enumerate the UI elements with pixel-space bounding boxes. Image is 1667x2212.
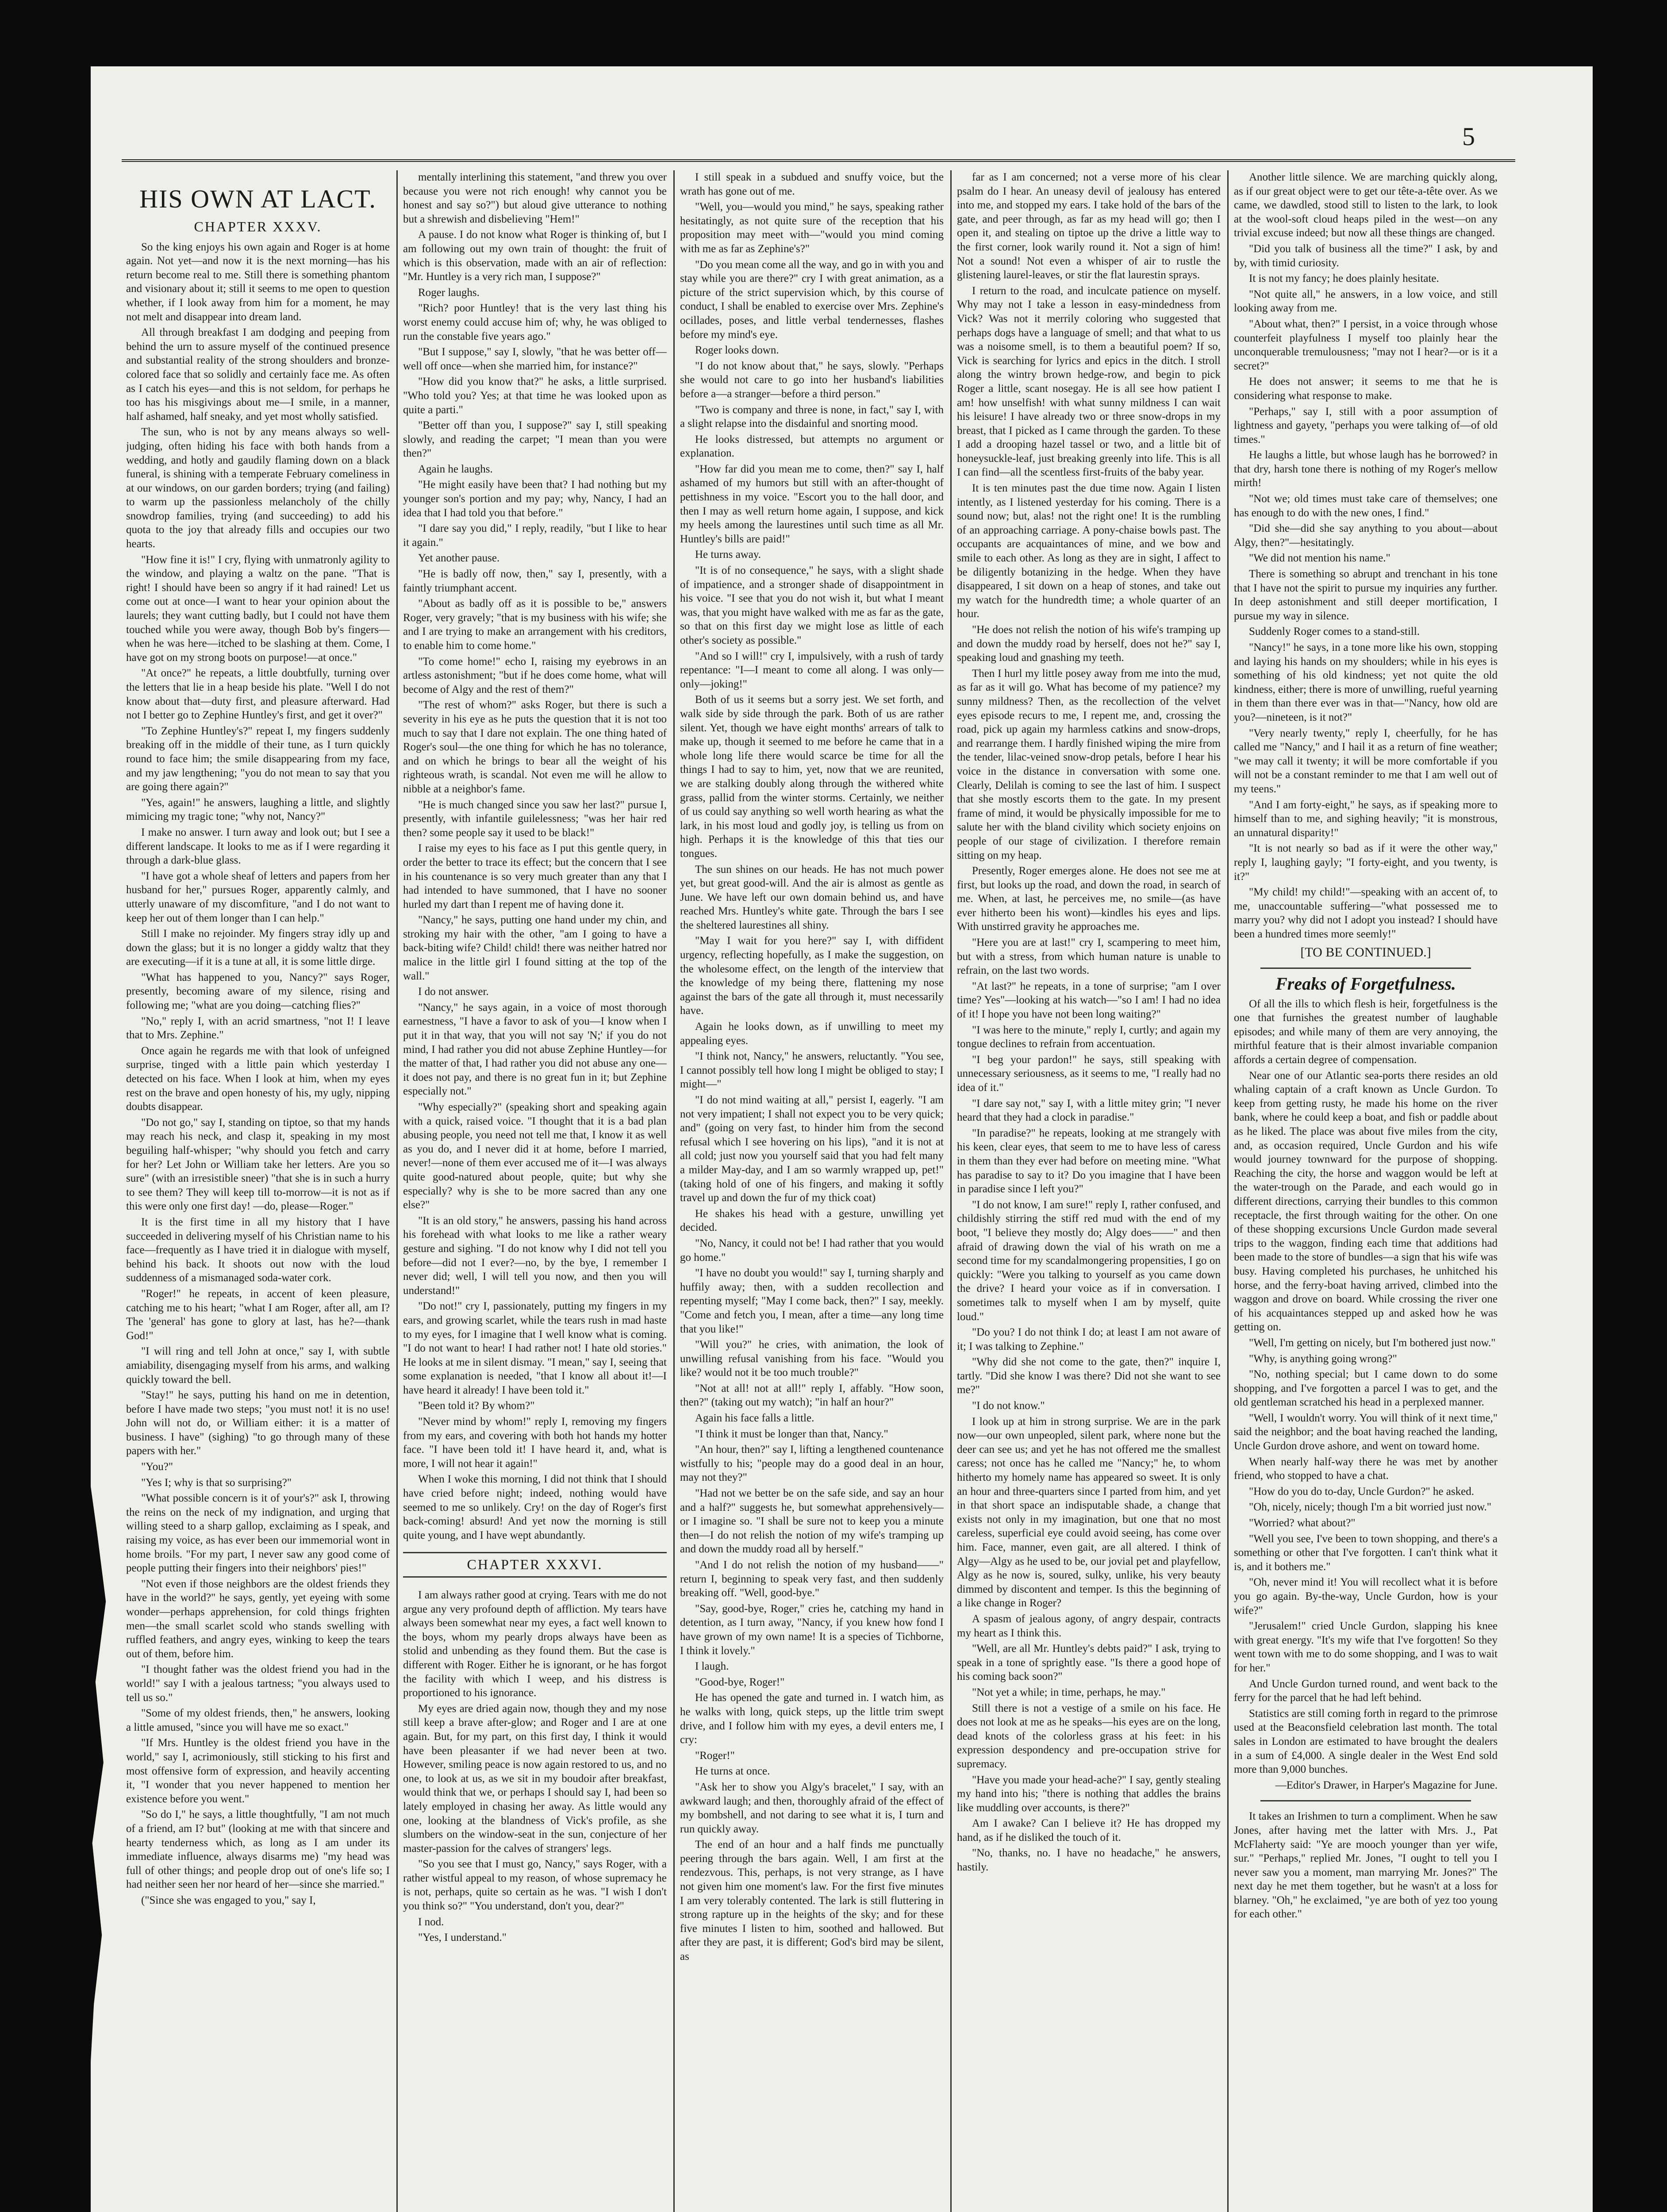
paragraph: far as I am concerned; not a verse more of his clear psalm do I hear. An uneasy devil of jealousy has entered into me, and stopped my ears. I take hold of the bars of the gate, and peer through, as far as my head will go; then I open it, and stealing on tiptoe up the drive a little way to the first corner, look warily round it. Not a sign of him! Not a sound! Not even a whisper of air to rustle the glistening laurel-leaves, or stir the flat laurestin sprays. (957, 171, 1221, 281)
paragraph: "Some of my oldest friends, then," he answers, looking a little amused, "since you will have me so exact." (126, 1707, 390, 1733)
paragraph: Again his face falls a little. (695, 1412, 814, 1425)
paragraph: I return to the road, and inculcate patience on myself. Why may not I take a lesson in easy-mindedness from Vick? Was not it merrily coloring who suggested that perhaps dogs have a language of smell; and that what to us was a noisome smell, is to them a beautiful poem? If so, Vick is searching for lyrics and epics in the ditch. I stroll along the wintry brown hedge-row, and begin to pick Roger a little, scant nosegay. He is all see how patient I am! how unselfish! with what sunny mildness I can wait his leisure! I have already two or three snow-drops in my breast, that I picked as I came through the garden. To these I add a drooping hazel tassel or two, and a little bit of honeysuckle-leaf, just breaking greenly into life. This is all I can find—all the scentless first-fruits of the baby year. (957, 284, 1221, 479)
paragraph: I still speak in a subdued and snuffy voice, but the wrath has gone out of me. (680, 171, 944, 197)
paragraph: "It is an old story," he answers, passing his hand across his forehead with what looks to me like a rather weary gesture and sighing. "I do not know why I did not tell you before—did not I ever?—no, by the bye, I remember I never did; well, I will tell you now, and then you will understand!" (403, 1214, 667, 1297)
column-2-body (403, 1588, 667, 1945)
paragraph: Again he laughs. (418, 463, 493, 475)
paragraph: "To Zephine Huntley's?" repeat I, my fingers suddenly breaking off in the middle of their tune, as I turn quickly round to face him; the smile disappearing from my face, and my jaw lengthening; "you do not mean to say that you are going there again?" (126, 725, 390, 793)
paragraph: "I have got a whole sheaf of letters and papers from her husband for her," pursues Roger, apparently calmly, and utterly unaware of my discomfiture, "and I do not want to keep her out of them longer than I can help." (126, 870, 390, 924)
paragraph: I raise my eyes to his face as I put this gentle query, in order the better to trace its effect; but the concern that I see in his countenance is so very much greater than any that I had intended to have summoned, that I have no sooner hurled my dart than I repent me of having done it. (403, 842, 667, 910)
page-number: 5 (1462, 122, 1475, 151)
paragraph: A spasm of jealous agony, of angry despair, contracts my heart as I think this. (957, 1613, 1221, 1639)
paragraph: And Uncle Gurdon turned round, and went back to the ferry for the parcel that he had left behind. (1234, 1678, 1498, 1704)
paragraph: "Very nearly twenty," reply I, cheerfully, for he has called me "Nancy," and I hail it as a return of fine weather; "we may call it twenty; it will be more comfortable if you will not be a constant reminder to me that I am well out of my teens." (1234, 727, 1498, 795)
paragraph: "Never mind by whom!" reply I, removing my fingers from my ears, and covering with both hot hands my hotter face. "I have been told it! I have heard it, and, what is more, I will not hear it again!" (403, 1416, 667, 1470)
paragraph: He looks distressed, but attempts no argument or explanation. (680, 433, 944, 460)
column-rule (673, 170, 675, 2212)
paragraph: When nearly half-way there he was met by another friend, who stopped to have a chat. (1234, 1455, 1498, 1482)
paragraph: "Well, you—would you mind," he says, speaking rather hesitatingly, as not quite sure of the reception that his proposition may meet with—"would you mind coming with me as far as Zephine's?" (680, 201, 944, 255)
paragraph: I nod. (418, 1916, 444, 1928)
paragraph: It takes an Irishmen to turn a compliment. When he saw Jones, after having met the latter with Mrs. J., Pat McFlaherty said: "Ye are mooch younger than yer wife, sur." "Perhaps," replied Mr. Jones, "I ought to tell you I never saw you a moment, man marrying Mr. Jones?" The next day he met them together, but he wasn't at a loss for blarney. "Oh," he exclaimed, "ye are both of yez too young for each other." (1234, 1810, 1498, 1920)
paragraph: "Nancy," he says again, in a voice of most thorough earnestness, "I have a favor to ask of you—I know when I put it in that way, that you will not say 'N;' if you do not mind, I had rather you did not abuse Zephine Huntley—for the matter of that, I had rather you did not abuse any one—it does not pay, and there is no great fun in it; but Zephine especially not." (403, 1001, 667, 1098)
paragraph: "I beg your pardon!" he says, still speaking with unnecessary seriousness, as it seems to me, "I really had no idea of it." (957, 1053, 1221, 1094)
paragraph: Suddenly Roger comes to a stand-still. (1249, 626, 1420, 638)
paragraph: Roger laughs. (418, 286, 480, 299)
paragraph: Both of us it seems but a sorry jest. We set forth, and walk side by side through the park. Both of us are rather silent. Yet, though we have eight months' arrears of talk to make up, though it seemed to me before he came that in a whole long life there would scarce be time for all the things I had to say to him, yet, now that we are reunited, we are stalking doubly along through the withered white grass, pallid from the winter storms. Certainly, we neither of us could say anything so well worth hearing as what the lark, in his most loud and godly joy, is telling us from on high. Perhaps it is the knowledge of this that ties our tongues. (680, 694, 944, 860)
paragraph: "How far did you mean me to come, then?" say I, half ashamed of my humors but still with an after-thought of pettishness in my voice. "Escort you to the hall door, and then I may as well return home again, I suppose, and kick my heels among the laurestines until such time as all Mr. Huntley's bills are paid!" (680, 463, 944, 545)
paragraph: So the king enjoys his own again and Roger is at home again. Not yet—and now it is the next morning—has his return become real to me. Still there is something phantom and visionary about it; still it seems to me open to question whether, if I look away from him for a moment, he may not melt and disappear into dream land. (126, 241, 390, 323)
column-rule (396, 170, 398, 2212)
paragraph: "No, thanks, no. I have no headache," he answers, hastily. (957, 1847, 1221, 1874)
paragraph: "Do not!" cry I, passionately, putting my fingers in my ears, and growing scarlet, while the tears rush in mad haste to my eyes, for I imagine that I well know what is coming. "I do not want to hear! I had rather not! I hate old stories." He looks at me in silent dismay. "I mean," say I, seeing that some explanation is needed, "that I know all about it!—I have heard it already! I have been told it." (403, 1300, 667, 1396)
paragraph: It is not my fancy; he does plainly hesitate. (1249, 273, 1439, 285)
column-1-body (126, 240, 390, 1908)
story-title: HIS OWN AT LACT. (139, 184, 376, 213)
section-rule (1260, 1800, 1471, 1801)
paragraph: "He is much changed since you saw her last?" pursue I, presently, with infantile guilelessness; "was her hair red then? some people say it used to be black!" (403, 799, 667, 839)
paragraph: The sun shines on our heads. He has not much power yet, but great good-will. And the air is almost as gentle as June. We have left our own domain behind us, and have reached Mrs. Huntley's white gate. Through the bars I see the sheltered laurestines all shiny. (680, 863, 944, 931)
paragraph: He has opened the gate and turned in. I watch him, as he walks with long, quick steps, up the little trim swept drive, and I follow him with my eyes, a devil enters me, I cry: (680, 1692, 944, 1746)
paragraph: I laugh. (695, 1660, 729, 1673)
paragraph: "An hour, then?" say I, lifting a lengthened countenance wistfully to his; "people may do a good deal in an hour, may not they?" (680, 1444, 944, 1484)
paragraph: "I have no doubt you would!" say I, turning sharply and huffily away; then, with a sudden recollection and repenting myself; "May I come back, then?" I say, meekly. "Come and fetch you, I mean, after a time—any long time that you like!" (680, 1267, 944, 1335)
paragraph: "May I wait for you here?" say I, with diffident urgency, reflecting hopefully, as I make the suggestion, on the wholesome effect, on the length of the interview that the knowledge of my being there, flattening my nose against the bars of the gate all through it, must necessarily have. (680, 935, 944, 1017)
paragraph: It is ten minutes past the due time now. Again I listen intently, as I listened yesterday for his coming. There is a sound now; but, alas! not the right one! It is the rumbling of an approaching carriage. A pony-chaise bowls past. The occupants are acquaintances of mine, and we bow and smile to each other. As long as they are in sight, I affect to be diligently botanizing in the hedge. When they have disappeared, I sit down on a heap of stones, and take out my watch for the hundredth time; a whole quarter of an hour. (957, 482, 1221, 620)
paragraph: "He is badly off now, then," say I, presently, with a faintly triumphant accent. (403, 568, 667, 594)
paragraph: "Why especially?" (speaking short and speaking again with a quick, raised voice. "I thought that it is a bad plan abusing people, you need not tell me that, I know it as well as you do, and I never did it at home, before I married, never!—none of them ever accused me of it—I was always quite good-natured about people, quite; but why she especially? why is she to be more sacred than any one else?" (403, 1101, 667, 1211)
paragraph: I make no answer. I turn away and look out; but I see a different landscape. It looks to me as if I were regarding it through a dark-blue glass. (126, 826, 390, 867)
paragraph: Still I make no rejoinder. My fingers stray idly up and down the glass; but it is no longer a giddy waltz that they are executing—if it is a tune at all, it is some little dirge. (126, 928, 390, 968)
paragraph: "Stay!" he says, putting his hand on me in detention, before I have made two steps; "you must not! it is no use! John will not do, or William either: it is a matter of business. I have" (sighing) "to go through many of these papers with her." (126, 1389, 390, 1457)
paragraph: "Ask her to show you Algy's bracelet," I say, with an awkward laugh; and then, thoroughly afraid of the effect of my bombshell, and not daring to see what it is, I turn and run quickly away. (680, 1781, 944, 1835)
paragraph: "Had not we better be on the safe side, and say an hour and a half?" suggests he, but somewhat apprehensively—or I imagine so. "I shall be sure not to keep you a minute then—I do not relish the notion of my wife's tramping up and down the muddy road all by herself." (680, 1487, 944, 1555)
paragraph: All through breakfast I am dodging and peeping from behind the urn to assure myself of the continued presence and substantial reality of the strong shoulders and bronze-colored face that so solidly and certainly face me. As often as I catch his eyes—and this is not seldom, for perhaps he too has his misgivings about me—I smile, in a manner, half ashamed, half sneaky, and yet most wholly satisfied. (126, 326, 390, 422)
paragraph: "I think not, Nancy," he answers, reluctantly. "You see, I cannot possibly tell how long I might be obliged to stay; I might—" (680, 1050, 944, 1091)
paragraph: "Not quite all," he answers, in a low voice, and still looking away from me. (1234, 288, 1498, 315)
column-2 (403, 170, 667, 2212)
chapter-heading: CHAPTER XXXV. (194, 219, 322, 234)
paragraph: "I thought father was the oldest friend you had in the world!" say I with a jealous tartness; "you always used to tell us so." (126, 1663, 390, 1704)
paragraph: "The rest of whom?" asks Roger, but there is such a severity in his eye as he puts the question that it is not too much to say that I dare not explain. The one thing hated of Roger's soul—the one thing for which he has no tolerance, and on which he brings to bear all the weight of his righteous wrath, is scandal. Not even me will he allow to nibble at a neighbor's fame. (403, 699, 667, 795)
paragraph: "Yes, I understand." (418, 1932, 507, 1944)
paragraph: A pause. I do not know what Roger is thinking of, but I am following out my own train of thought: the fruit of which is this observation, made with an air of reflection: "Mr. Huntley is a very rich man, I suppose?" (403, 229, 667, 283)
paragraph: It is the first time in all my history that I have succeeded in delivering myself of his Christian name to his face—frequently as I have tried it in dialogue with myself, behind his back. It shoots out now with the loud suddenness of a mismanaged soda-water cork. (126, 1216, 390, 1284)
paragraph: "I was here to the minute," reply I, curtly; and again my tongue declines to refrain from accentuation. (957, 1024, 1221, 1050)
paragraph: "Well, are all Mr. Huntley's debts paid?" I ask, trying to speak in a tone of sprightly ease. "Is there a good hope of his coming back soon?" (957, 1643, 1221, 1683)
paragraph: When I woke this morning, I did not think that I should have cried before night; indeed, nothing would have seemed to me so unlikely. Cry! on the day of Roger's first back-coming! absurd! And yet now the morning is still quite young, and I have wept abundantly. (403, 1473, 667, 1541)
paragraph: "Perhaps," say I, still with a poor assumption of lightness and gayety, "perhaps you were talking of—of old times." (1234, 405, 1498, 445)
paragraph: "Do you? I do not think I do; at least I am not aware of it; I was talking to Zephine." (957, 1326, 1221, 1352)
paragraph: "Will you?" he cries, with animation, the look of unwilling refusal vanishing from his face. "Would you like? would not it be too much trouble?" (680, 1339, 944, 1379)
paragraph: "I do not mind waiting at all," persist I, eagerly. "I am not very impatient; I shall not expect you to be very quick; and" (going on very fast, to hinder him from the second refusal which I see hovering on his lips), "and it is not at all cold; just now you yourself said that you had felt many a milder May-day, and I am so warmly wrapped up, pet!" (taking hold of one of his fingers, and making it softly travel up and down the fur of my thick coat) (680, 1094, 944, 1204)
paragraph: "No, Nancy, it could not be! I had rather that you would go home." (680, 1237, 944, 1263)
paragraph: mentally interlining this statement, "and threw you over because you were not rich enough! why cannot you be honest and say so?") but aloud give utterance to nothing but a shrewish and disbelieving "Hem!" (403, 171, 667, 225)
paragraph: "Nancy!" he says, in a tone more like his own, stopping and laying his hands on my shoulders; while in his eyes is something of his old kindness; yet not quite the old kindness, either; there is more of unwilling, rueful yearning in them than there ever was in that—"Nancy, how old are you?—nineteen, is it not?" (1234, 641, 1498, 723)
paragraph: "Did you talk of business all the time?" I ask, by and by, with timid curiosity. (1234, 242, 1498, 269)
section-rule (1260, 968, 1471, 969)
column-rule (950, 170, 952, 2212)
paragraph: Another little silence. We are marching quickly along, as if our great object were to get our tête-a-tête over. As we came, we dawdled, stood still to listen to the lark, to look at the wool-soft cloud heaps piled in the west—on any trivial excuse indeed; but now all these things are changed. (1234, 171, 1498, 239)
header-rule (122, 159, 1515, 162)
paragraph: There is something so abrupt and trenchant in his tone that I have not the spirit to pursue my inquiries any further. In deep astonishment and still deeper mortification, I pursue my way in silence. (1234, 568, 1498, 622)
column-rule (1227, 170, 1229, 2212)
column-5 (1234, 170, 1498, 2212)
article-source: —Editor's Drawer, in Harper's Magazine for June. (1275, 1779, 1498, 1791)
paragraph: "Oh, never mind it! You will recollect what it is before you go again. By-the-way, Uncle Gurdon, how is your wife?" (1234, 1576, 1498, 1617)
paragraph: "Not we; old times must take care of themselves; one has enough to do with the new ones, I find." (1234, 493, 1498, 519)
paragraph: Again he looks down, as if unwilling to meet my appealing eyes. (680, 1021, 944, 1047)
paragraph: "Did she—did she say anything to you about—about Algy, then?"—hesitatingly. (1234, 522, 1498, 549)
paragraph: "It is not nearly so bad as if it were the other way," reply I, laughing gayly; "I forty-eight, and you twenty, is it?" (1234, 842, 1498, 883)
paragraph: "Why, is anything going wrong?" (1249, 1352, 1397, 1365)
paragraph: "Do you mean come all the way, and go in with you and stay while you are there?" cry I with great animation, as a picture of the strict supervision which, by this course of conduct, I shall be enabled to exercise over Mrs. Zephine's ocillades, poses, and little verbal tendernesses, flashes before my mind's eye. (680, 258, 944, 341)
paragraph: Roger looks down. (695, 344, 779, 357)
paragraph: "Good-bye, Roger!" (695, 1676, 785, 1688)
paragraph: "No, nothing special; but I came down to do some shopping, and I've forgotten a parcel I was to get, and the old gentleman scratched his head in a perplexed manner. (1234, 1368, 1498, 1409)
paragraph: The sun, who is not by any means always so well-judging, often hiding his face with both hands from a wedding, and hotly and gaudily flaming down on a black funeral, is shining with a temperate February comeliness in at our windows, on our garden borders; trying (and failing) to warm up the passionless melancholy of the chilly snowdrop families, trying (and succeeding) to add his quota to the joy that already fills and occupies our two hearts. (126, 426, 390, 550)
paragraph: "What possible concern is it of your's?" ask I, throwing the reins on the neck of my indignation, and urging that willing steed to a sharp gallop, exclaiming as I speak, and raising my voice, as has ever been our immemorial wont in home broils. "For my part, I never saw any good come of people putting their fingers into their neighbors' pies!" (126, 1492, 390, 1575)
paragraph: "What has happened to you, Nancy?" says Roger, presently, becoming aware of my silence, rising and following me; "what are you doing—catching flies?" (126, 971, 390, 1012)
paragraph: "Here you are at last!" cry I, scampering to meet him, but with a stress, from which human nature is unable to refrain, on the last two words. (957, 937, 1221, 977)
paragraph: "Say, good-bye, Roger," cries he, catching my hand in detention, as I turn away, "Nancy, if you knew how fond I have grown of my own name! It is a species of Tichborne, I think it lovely." (680, 1602, 944, 1657)
paragraph: Am I awake? Can I believe it? He has dropped my hand, as if he disliked the touch of it. (957, 1817, 1221, 1843)
paragraph: "At last?" he repeats, in a tone of surprise; "am I over time? Yes"—looking at his watch—"so I am! I had no idea of it! I hope you have not been long waiting?" (957, 980, 1221, 1021)
paragraph: "If Mrs. Huntley is the oldest friend you have in the world," say I, acrimoniously, still sticking to his first and most offensive form of expression, and heavily accenting it, "I wonder that you never happened to mention her existence before you went." (126, 1737, 390, 1805)
paragraph: "No," reply I, with an acrid smartness, "not I! I leave that to Mrs. Zephine." (126, 1015, 390, 1041)
paragraph: "Well, I'm getting on nicely, but I'm bothered just now." (1249, 1336, 1496, 1349)
paragraph: Yet another pause. (418, 552, 500, 565)
paragraph: "Roger!" he repeats, in accent of keen pleasure, catching me to his heart; "what I am Roger, after all, am I? The 'general' has gone to glory at last, has he?—thank God!" (126, 1287, 390, 1342)
to-be-continued: [TO BE CONTINUED.] (1300, 945, 1431, 960)
paragraph: Still there is not a vestige of a smile on his face. He does not look at me as he speaks—his eyes are on the long, dead knots of the colorless grass at his feet: in his expression despondency and pre-occupation strive for supremacy. (957, 1702, 1221, 1770)
paragraph: "Well, I wouldn't worry. You will think of it next time," said the neighbor; and the boat having reached the landing, Uncle Gurdon drove ashore, and went on toward home. (1234, 1412, 1498, 1452)
paragraph: "Two is company and three is none, in fact," say I, with a slight relapse into the disdainful and snorting mood. (680, 403, 944, 430)
paragraph: The end of an hour and a half finds me punctually peering through the bars again. Well, I am first at the rendezvous. This, perhaps, is not very strange, as I have not given him one moment's law. For the first five minutes I am very tolerably contented. The lark is still fluttering in strong rapture up in the heights of the sky; and for these five minutes I listen to him, soothed and hallowed. But after they are past, it is different; God's bird may be silent, as (680, 1839, 944, 1963)
paragraph: "I do not know, I am sure!" reply I, rather confused, and childishly stirring the stiff red mud with the end of my boot, "I believe they mostly do; Algy does——" and then afraid of drawing down the vial of his wrath on me a second time for my scandalmongering propensities, I go on quickly: "Were you talking to yourself as you came down the drive? I heard your voice as if in conversation. I sometimes talk to myself when I am by myself, quite loud." (957, 1198, 1221, 1323)
paragraph: "My child! my child!"—speaking with an accent of, to me, unaccountable suffering—"what possessed me to marry you? why did not I adopt you instead? I should have been a hundred times more seemly!" (1234, 886, 1498, 940)
paragraph: "To come home!" echo I, raising my eyebrows in an artless astonishment; "but if he does come home, what will become of Algy and the rest of them?" (403, 655, 667, 695)
paragraph: "At once?" he repeats, a little doubtfully, turning over the letters that lie in a heap beside his plate. "Well I do not know about that—duty first, and pleasure afterward. Had not I better go to Zephine Huntley's first, and get it over?" (126, 667, 390, 722)
paragraph: "So do I," he says, a little thoughtfully, "I am not much of a friend, am I? but" (looking at me with that sincere and hearty tenderness which, as long as I am under its immediate influence, always disarms me) "my head was full of other things; and people drop out of one's life so; I had neither seen her nor heard of her—since she married." (126, 1809, 390, 1891)
paragraph: "We did not mention his name." (1249, 552, 1390, 565)
paragraph: "How did you know that?" he asks, a little surprised. "Who told you? Yes; at that time he was looked upon as quite a parti." (403, 376, 667, 416)
column-4-body (957, 170, 1221, 1874)
paragraph: "Not even if those neighbors are the oldest friends they have in the world?" he says, gently, yet eyeing with some wonder—perhaps apprehension, for cold things frighten men—the small scarlet scold who stands swelling with ruffled feathers, and angry eyes, winking to keep the tears out of them, before him. (126, 1578, 390, 1660)
paragraph: "He does not relish the notion of his wife's tramping up and down the muddy road by herself, does not he?" say I, speaking loud and gnashing my teeth. (957, 624, 1221, 664)
paragraph: "In paradise?" he repeats, looking at me strangely with his keen, clear eyes, that seem to me to have less of caress in them than they ever had before on meeting mine. "What has paradise to say to it? Do you imagine that I have been in paradise since I left you?" (957, 1127, 1221, 1195)
paragraph: Then I hurl my little posey away from me into the mud, as far as it will go. What has become of my patience? my sunny mildness? Then, as the recollection of the velvet eyes episode recurs to me, I repent me, and, crossing the road, pick up again my harmless catkins and snow-drops, and rearrange them. I hardly finished wiping the mire from the tender, lilac-veined snow-drop petals, before I hear his voice in the distance in conversation with some one. Clearly, Delilah is coming to see the last of him. I suspect that she mostly escorts them to the gate. In my present frame of mind, it would be physically impossible for me to salute her with the bland civility which society enjoins on people of our stage of civilization. I therefore remain sitting on my heap. (957, 667, 1221, 861)
column-2-body (403, 170, 667, 1542)
paragraph: "Yes, again!" he answers, laughing a little, and slightly mimicing my tragic tone; "why not, Nancy?" (126, 796, 390, 823)
paragraph: "Well you see, I've been to town shopping, and there's a something or other that I've forgotten. I can't think what it is, and it bothers me." (1234, 1532, 1498, 1573)
paragraph: Of all the ills to which flesh is heir, forgetfulness is the one that furnishes the greatest number of laughable episodes; and while many of them are very annoying, the mirthful feature that is their almost invariable companion affords a certain degree of compensation. (1234, 998, 1498, 1066)
paragraph: "Roger!" (695, 1749, 735, 1762)
paragraph: "Rich? poor Huntley! that is the very last thing his worst enemy could accuse him of; why, he was obliged to run the constable five years ago." (403, 302, 667, 342)
paragraph: "About as badly off as it is possible to be," answers Roger, very gravely; "that is my business with his wife; she and I are trying to make an arrangement with his creditors, to enable him to come home." (403, 598, 667, 652)
paragraph: "How fine it is!" I cry, flying with unmatronly agility to the window, and playing a waltz on the pane. "That is right! I should have been so angry if it had rained! Let us come out at once—I want to hear your opinion about the laurels; they want cutting badly, but I could not have them touched while you were away, though Bob by's fingers—when he was here—itched to be slashing at them. Come, I have got on my strong boots on purpose!—at once." (126, 553, 390, 664)
paragraph: "How do you do to-day, Uncle Gurdon?" he asked. (1249, 1485, 1474, 1498)
paragraph: "I do not know about that," he says, slowly. "Perhaps she would not care to go into her husband's liabilities before a—a stranger—before a third person." (680, 360, 944, 400)
paragraph: "You?" (141, 1461, 173, 1473)
column-3-body (680, 170, 944, 1964)
paragraph: "And so I will!" cry I, impulsively, with a rush of tardy repentance: "I—I meant to come all along. I was only—only—joking!" (680, 650, 944, 690)
paragraph: He shakes his head with a gesture, unwilling yet decided. (680, 1207, 944, 1234)
paragraph: "Jerusalem!" cried Uncle Gurdon, slapping his knee with great energy. "It's my wife that I've forgotten! So they went town with me to do some shopping, and I was to wait for her." (1234, 1620, 1498, 1674)
paragraph: "So you see that I must go, Nancy," says Roger, with a rather wistful appeal to my reason, of whose supremacy he is not, perhaps, quite so certain as he was. "I wish I don't you think so?" "You understand, don't you, dear?" (403, 1858, 667, 1912)
paragraph: "Nancy," he says, putting one hand under my chin, and stroking my hair with the other, "am I going to have a back-biting wife? Child! child! there was neither hatred nor malice in the little girl I found sitting at the top of the wall." (403, 914, 667, 982)
article-heading: Freaks of Forgetfulness. (1275, 974, 1456, 994)
paragraph: "I think it must be longer than that, Nancy." (695, 1428, 888, 1440)
paragraph: "I do not know." (972, 1400, 1045, 1412)
paragraph: My eyes are dried again now, though they and my nose still keep a brave after-glow; and Roger and I are at one again. But, for my part, on this first day, I think it would have been pleasanter if we had never been at two. However, smiling peace is now again restored to us, and no one, to look at us, as we sit in my boudoir after breakfast, would think that we, or perhaps I should say I, had been so lately employed in chasing her away. As little would any one, looking at the blandness of Vick's profile, as she slumbers on the window-seat in the sun, conjecture of her master-passion for the calves of strangers' legs. (403, 1702, 667, 1855)
paragraph: "I dare say you did," I reply, readily, "but I like to hear it again." (403, 522, 667, 549)
paragraph: "I will ring and tell John at once," say I, with subtle amiability, disengaging myself from his arms, and walking quickly toward the bell. (126, 1345, 390, 1386)
paragraph: "He might easily have been that? I had nothing but my younger son's portion and my pay; why, Nancy, I had an idea that I had told you that before." (403, 479, 667, 519)
paragraph: "Do not go," say I, standing on tiptoe, so that my hands may reach his neck, and clasp it, speaking in my most beguiling half-whisper; "why should you fetch and carry for her? Let John or William take her letters. Are you so sure" (with an irresistible sneer) "that she is in such a hurry to see them? They will keep till to-morrow—it is not as if this were only one first day! —do, please—Roger." (126, 1116, 390, 1213)
paragraph: I do not answer. (418, 986, 489, 998)
paragraph: "Why did she not come to the gate, then?" inquire I, tartly. "Did she know I was there? Did not she want to see me?" (957, 1356, 1221, 1396)
column-1 (126, 170, 390, 2212)
paragraph: "Better off than you, I suppose?" say I, still speaking slowly, and reading the carpet; "I mean than you were then?" (403, 419, 667, 460)
paragraph: "It is of no consequence," he says, with a slight shade of impatience, and a stronger shade of disappointment in his voice. "I see that you do not wish it, but what I meant was, that you might have walked with me as far as the gate, so that on this first day we might lose as little of each other's society as possible." (680, 565, 944, 646)
paragraph: "Worried? what about?" (1249, 1517, 1356, 1529)
paragraph: "And I do not relish the notion of my husband——" return I, beginning to speak very fast, and then suddenly breaking off. "Well, good-bye." (680, 1559, 944, 1599)
paragraph: I am always rather good at crying. Tears with me do not argue any very profound depth of affliction. My tears have always been somewhat near my eyes, a fact well known to the boys, whom my pearly drops always have been as stolid and unbending as they found them. But the case is different with Roger. Either he is ignorant, or he has forgot the facility with which I weep, and his distress is proportioned to his ignorance. (403, 1589, 667, 1699)
paragraph: "Been told it? By whom?" (418, 1400, 535, 1412)
chapter-heading: CHAPTER XXXVI. (403, 1552, 667, 1578)
paragraph: Statistics are still coming forth in regard to the primrose used at the Beaconsfield celebration last month. The total sales in London are estimated to have brought the dealers in a sum of £4,000. A single dealer in the West End sold more than 9,000 bunches. (1234, 1707, 1498, 1776)
paragraph: "About what, then?" I persist, in a voice through whose counterfeit playfulness I myself too plainly hear the unconquerable tremulousness; "may not I hear?—or is it a secret?" (1234, 318, 1498, 372)
paragraph: He turns away. (695, 549, 761, 561)
paragraph: "And I am forty-eight," he says, as if speaking more to himself than to me, and sighing heavily; "it is monstrous, an unnatural disparity!" (1234, 799, 1498, 839)
paragraph: "Oh, nicely, nicely; though I'm a bit worried just now." (1249, 1501, 1491, 1513)
paragraph: Presently, Roger emerges alone. He does not see me at first, but looks up the road, and down the road, in search of me. When, at last, he perceives me, no smile—(as have ever hitherto been his wont)—kindles his eyes and lips. With unstirred gravity he approaches me. (957, 865, 1221, 933)
paragraph: Once again he regards me with that look of unfeigned surprise, tinged with a little pain which yesterday I detected on his face. When I look at him, when my eyes rest on the brave and open honesty of his, my ugly, nipping doubts disappear. (126, 1045, 390, 1113)
paragraph: "Not yet a while; in time, perhaps, he may." (972, 1686, 1166, 1698)
column-4 (957, 170, 1221, 2212)
paragraph: He turns at once. (695, 1765, 770, 1778)
paragraph: He laughs a little, but whose laugh has he borrowed? in that dry, harsh tone there is nothing of my Roger's mellow mirth! (1234, 449, 1498, 489)
paragraph: "Have you made your head-ache?" I say, gently stealing my hand into his; "there is nothing that addles the brains like muddling over accounts, is there?" (957, 1774, 1221, 1814)
paragraph: Near one of our Atlantic sea-ports there resides an old whaling captain of a craft known as Uncle Gurdon. To keep from getting rusty, he made his home on the river bank, where he could keep a boat, and fish or paddle about as he liked. The place was about five miles from the city, and, as occasion required, Uncle Gurdon and his wife would journey townward for the purpose of shopping. Reaching the city, the horse and waggon would be left at the water-trough on the Parade, and each would go in different directions, carrying their bundles to this common receptacle, the first through waiting for the other. On one of these shopping excursions Uncle Gurdon made several trips to the waggon, finding each time that additions had been made to the store of bundles—a sign that his wife was busy. Having completed his purchases, he unhitched his horse, and the ferry-boat having arrived, climbed into the waggon and drove on board. While crossing the river one of his acquaintances stepped up and asked how he was getting on. (1234, 1069, 1498, 1333)
paragraph: He does not answer; it seems to me that he is considering what response to make. (1234, 376, 1498, 402)
paragraph: "But I suppose," say I, slowly, "that he was better off—well off once—when she married him, for instance?" (403, 346, 667, 372)
paragraph: ("Since she was engaged to you," say I, (141, 1894, 316, 1906)
column-3 (680, 170, 944, 2212)
paragraph: "Not at all! not at all!" reply I, affably. "How soon, then?" (taking out my watch); "in half an hour?" (680, 1382, 944, 1409)
paragraph: "I dare say not," say I, with a little mitey grin; "I never heard that they had a clock in paradise." (957, 1097, 1221, 1124)
paragraph: I look up at him in strong surprise. We are in the park now—our own unpeopled, silent park, where none but the deer can see us; and yet he has not offered me the smallest caress; not once has he called me "Nancy;" he, to whom hitherto my homely name has appeared so sweet. It is only an hour and three-quarters since I parted from him, and yet in that short space an indisputable shade, a change that exists not only in my imagination, but one that no most careless, superficial eye could avoid seeing, has come over him. Face, manner, even gait, are all altered. I think of Algy—Algy as he used to be, our jovial pet and playfellow, Algy as he now is, soured, sulky, unlike, his very beauty dimmed by discontent and temper. Is this the beginning of a like change in Roger? (957, 1415, 1221, 1609)
paragraph: "Yes I; why is that so surprising?" (141, 1476, 292, 1489)
